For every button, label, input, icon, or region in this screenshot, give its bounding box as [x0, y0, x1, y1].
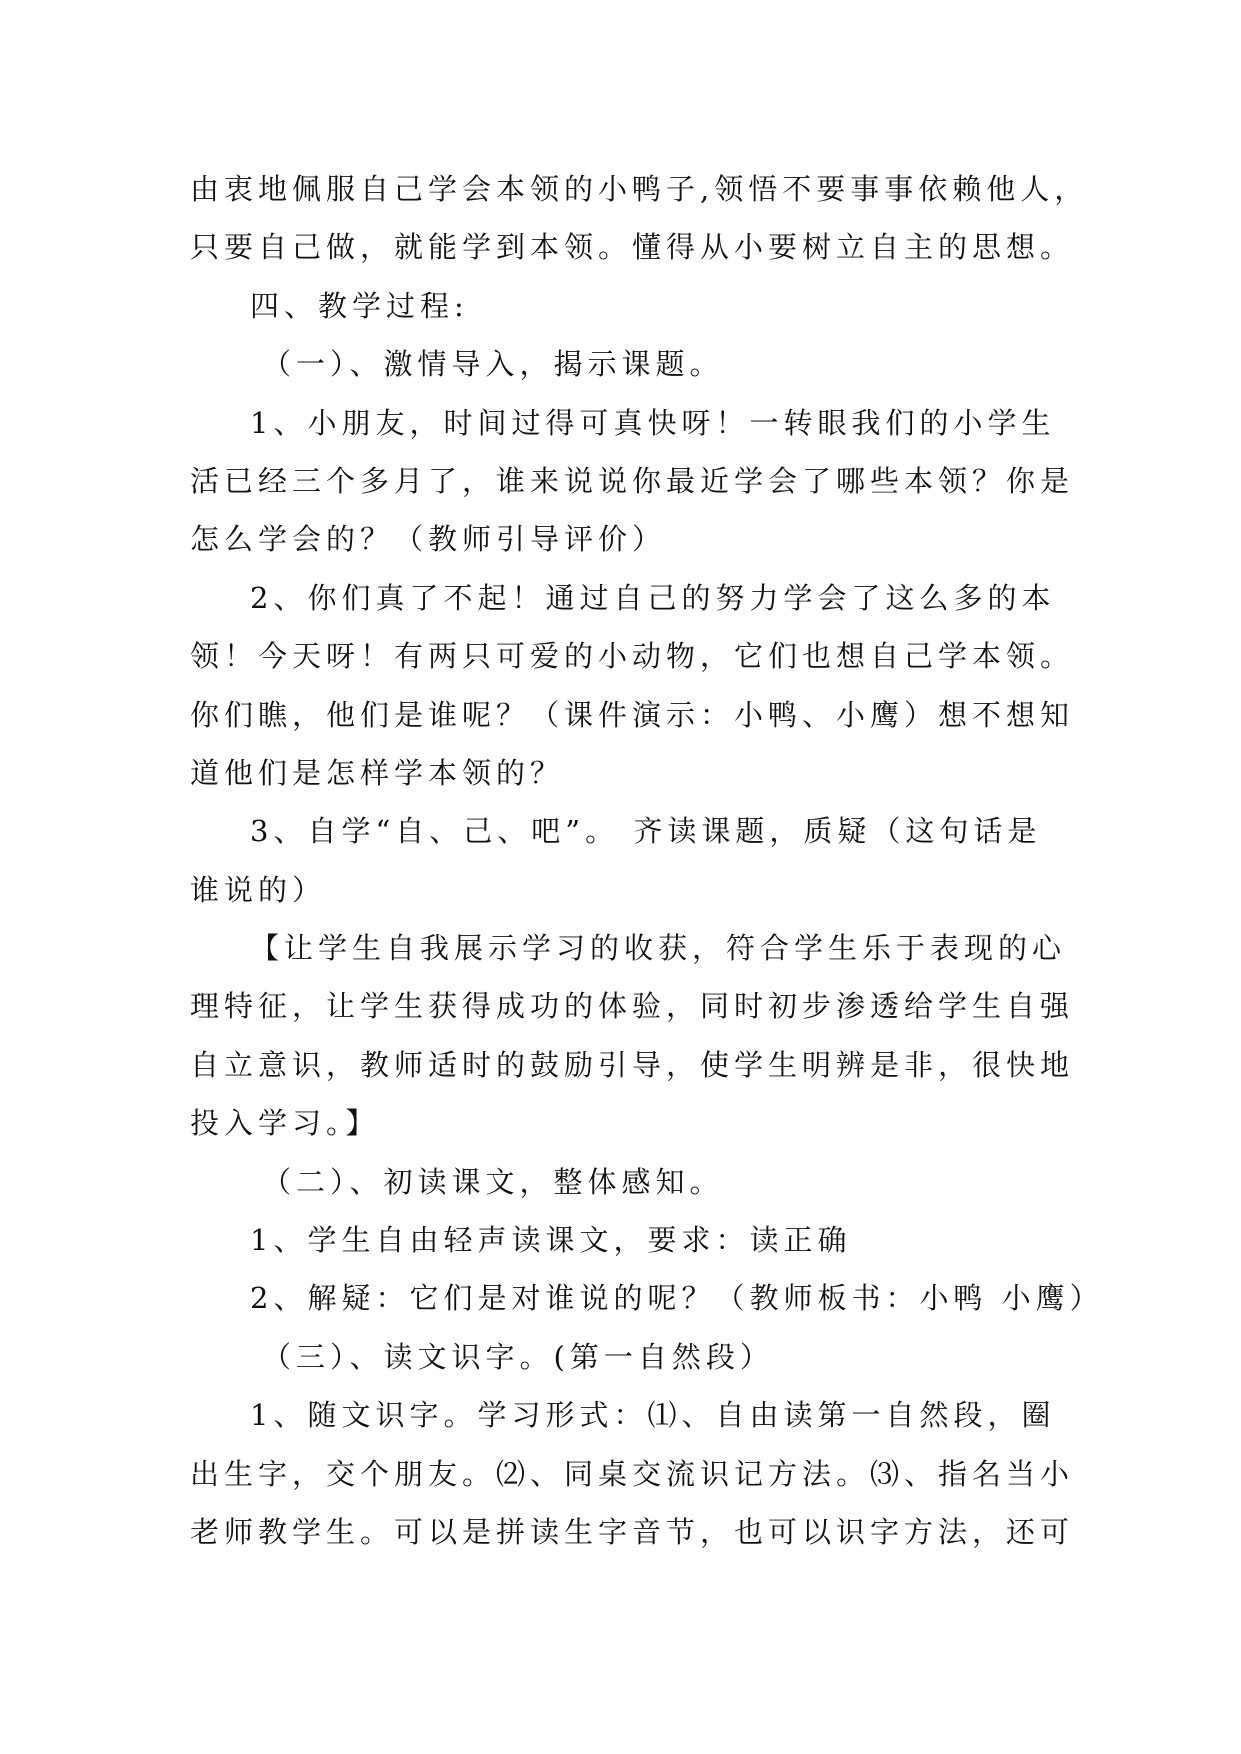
document-body — [190, 160, 1104, 1561]
text-line: 你们瞧，他们是谁呢？（课件演示：小鸭、小鹰）想不想知 — [190, 697, 1075, 732]
text-line: 只要自己做，就能学到本领。懂得从小要树立自主的思想。 — [190, 230, 1075, 265]
text-line: 1、随文识字。学习形式：⑴、自由读第一自然段，圈 — [250, 1398, 1056, 1433]
subsection-heading: （三）、读文识字。(第一自然段） — [262, 1339, 774, 1374]
subsection-heading: （二）、初读课文，整体感知。 — [262, 1164, 724, 1199]
text-line: 1、小朋友，时间过得可真快呀！一转眼我们的小学生 — [250, 405, 1056, 440]
text-line: 由衷地佩服自己学会本领的小鸭子,领悟不要事事依赖他人， — [190, 172, 1089, 206]
text-line: 领！今天呀！有两只可爱的小动物，它们也想自己学本领。 — [190, 639, 1075, 674]
section-heading: 四、教学过程: — [250, 288, 469, 323]
text-line: 3、自学“自、己、吧”。 齐读课题，质疑（这句话是 — [250, 814, 1042, 849]
text-line: 出生字，交个朋友。⑵、同桌交流识记方法。⑶、指名当小 — [190, 1456, 1075, 1491]
text-line: 道他们是怎样学本领的？ — [190, 755, 565, 790]
note-line: 理特征，让学生获得成功的体验，同时初步渗透给学生自强 — [190, 989, 1075, 1024]
subsection-heading: （一）、激情导入，揭示课题。 — [262, 347, 724, 382]
text-line: 2、你们真了不起！通过自己的努力学会了这么多的本 — [250, 580, 1056, 615]
text-line: 活已经三个多月了，谁来说说你最近学会了哪些本领？你是 — [190, 463, 1075, 498]
text-line: 1、学生自由轻声读课文，要求：读正确 — [250, 1223, 852, 1258]
text-line: 老师教学生。可以是拼读生字音节，也可以识字方法，还可 — [190, 1514, 1075, 1549]
text-line: 怎么学会的？（教师引导评价） — [190, 522, 667, 557]
note-line: 【让学生自我展示学习的收获，符合学生乐于表现的心 — [250, 931, 1067, 966]
text-line: 2、解疑：它们是对谁说的呢？（教师板书：小鸭 小鹰） — [250, 1281, 1104, 1316]
text-line: 谁说的） — [190, 872, 327, 907]
note-line: 投入学习。】 — [190, 1106, 380, 1141]
note-line: 自立意识，教师适时的鼓励引导，使学生明辨是非，很快地 — [190, 1047, 1075, 1082]
